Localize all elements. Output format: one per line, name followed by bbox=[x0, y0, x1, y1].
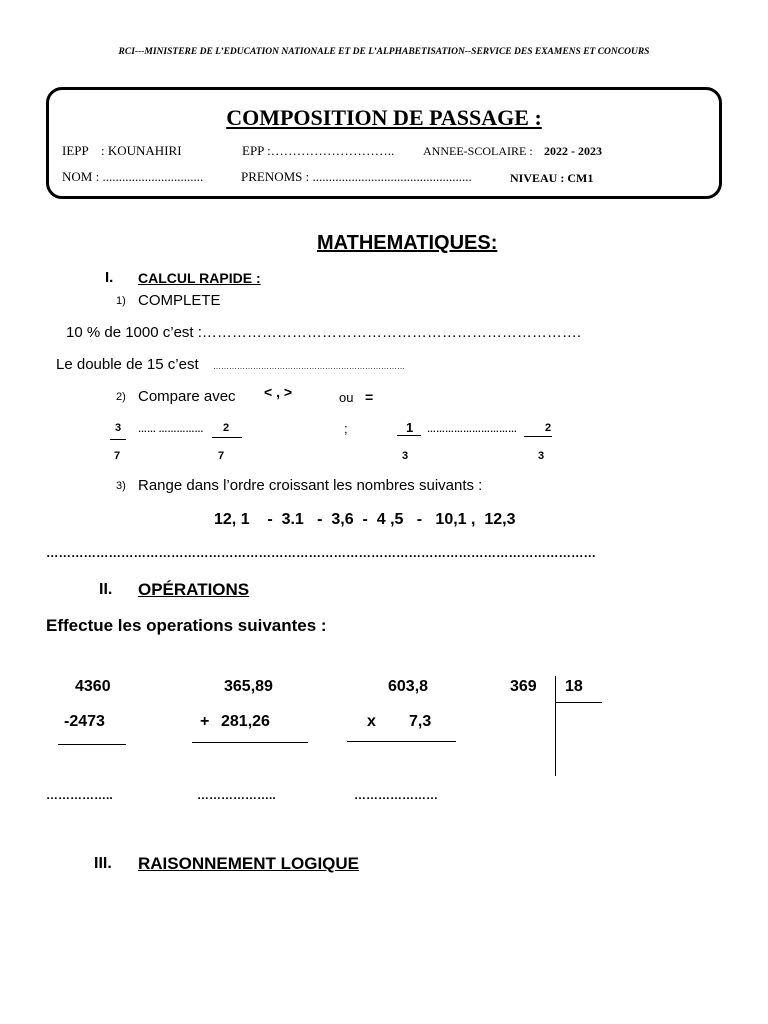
q1-text: COMPLETE bbox=[138, 292, 221, 309]
ministry-header: RCI---MINISTERE DE L’EDUCATION NATIONALE ET DE L’ALPHABETISATION--SERVICE DES EXAMENS ET CONCOURS bbox=[118, 47, 650, 57]
q3-number: 3) bbox=[116, 480, 126, 492]
op3-answer-dots[interactable]: ………………… bbox=[354, 788, 438, 802]
op2-result-line bbox=[192, 742, 308, 743]
annee-value: 2022 - 2023 bbox=[544, 144, 602, 158]
fraction-d-numerator: 2 bbox=[545, 422, 552, 434]
op3-top: 603,8 bbox=[388, 678, 429, 695]
fraction-cd-dots[interactable]: ………………………… bbox=[427, 424, 517, 434]
iepp-value: : KOUNAHIRI bbox=[101, 143, 182, 158]
op1-result-line bbox=[58, 744, 126, 745]
q1-number: 1) bbox=[116, 295, 126, 307]
q3-numbers: 12, 1 - 3.1 - 3,6 - 4 ,5 - 10,1 , 12,3 bbox=[214, 511, 516, 528]
niveau-label: NIVEAU : CM1 bbox=[510, 171, 594, 185]
op2-bottom: 281,26 bbox=[221, 713, 270, 730]
fraction-c-numerator: 1 bbox=[406, 420, 414, 435]
section2-title: OPÉRATIONS bbox=[138, 580, 250, 599]
fraction-c-denominator: 3 bbox=[402, 450, 409, 462]
q2-text: Compare avec bbox=[138, 388, 236, 405]
epp-field[interactable]: EPP :……………………….. bbox=[242, 143, 395, 158]
op1-top: 4360 bbox=[75, 678, 111, 695]
op4-divisor: 18 bbox=[565, 678, 583, 695]
fraction-a-numerator: 3 bbox=[115, 422, 122, 434]
q2-symbols: < , > bbox=[264, 384, 293, 400]
op2-sign: + bbox=[200, 713, 210, 730]
prenoms-field[interactable]: PRENOMS : ................................................. bbox=[241, 169, 472, 184]
fraction-a-denominator: 7 bbox=[114, 450, 121, 462]
fraction-a-bar bbox=[110, 439, 126, 440]
q3-text: Range dans l’ordre croissant les nombres suivants : bbox=[138, 477, 483, 494]
subject-title: MATHEMATIQUES: bbox=[317, 232, 498, 254]
fraction-c-bar bbox=[397, 435, 421, 436]
q1-line1[interactable]: 10 % de 1000 c’est :…………………………………………………………………. bbox=[66, 324, 582, 341]
fraction-d-bar bbox=[524, 436, 552, 437]
section3-numeral: III. bbox=[94, 855, 112, 872]
fraction-b-bar bbox=[212, 437, 242, 438]
fraction-b-numerator: 2 bbox=[223, 422, 230, 434]
division-horizontal-bar bbox=[556, 702, 602, 703]
q2-ou: ou bbox=[339, 390, 354, 405]
op2-answer-dots[interactable]: ……………….. bbox=[197, 788, 276, 802]
q2-number: 2) bbox=[116, 391, 126, 403]
exam-title: COMPOSITION DE PASSAGE : bbox=[226, 105, 542, 130]
section1-numeral: I. bbox=[105, 269, 114, 286]
q1-line2-dots[interactable]: ……………………………………………………………… bbox=[213, 362, 405, 371]
q1-line2-text: Le double de 15 c’est bbox=[56, 356, 199, 373]
fraction-b-denominator: 7 bbox=[218, 450, 225, 462]
op3-result-line bbox=[347, 741, 456, 742]
section2-numeral: II. bbox=[99, 581, 113, 598]
fraction-separator: ; bbox=[344, 421, 348, 436]
nom-field[interactable]: NOM : ............................... bbox=[62, 169, 204, 184]
op3-bottom: 7,3 bbox=[409, 713, 432, 730]
op4-dividend: 369 bbox=[510, 678, 537, 695]
answer-dots-line[interactable]: …………………………………………………………………………………………………………………… bbox=[46, 546, 596, 560]
fraction-ab-dots[interactable]: …… …………… bbox=[138, 424, 204, 434]
iepp-label: IEPP bbox=[62, 143, 89, 158]
operations-instruction: Effectue les operations suivantes : bbox=[46, 616, 327, 635]
section1-title: CALCUL RAPIDE : bbox=[138, 270, 261, 286]
division-vertical-bar bbox=[555, 676, 556, 776]
op1-answer-dots[interactable]: …………….. bbox=[46, 788, 113, 802]
op3-sign: x bbox=[367, 713, 376, 730]
fraction-d-denominator: 3 bbox=[538, 450, 545, 462]
q2-equal: = bbox=[365, 389, 374, 405]
section3-title: RAISONNEMENT LOGIQUE bbox=[138, 854, 360, 873]
annee-label: ANNEE-SCOLAIRE : bbox=[423, 144, 533, 158]
op2-top: 365,89 bbox=[224, 678, 273, 695]
op1-bottom: -2473 bbox=[64, 713, 105, 730]
